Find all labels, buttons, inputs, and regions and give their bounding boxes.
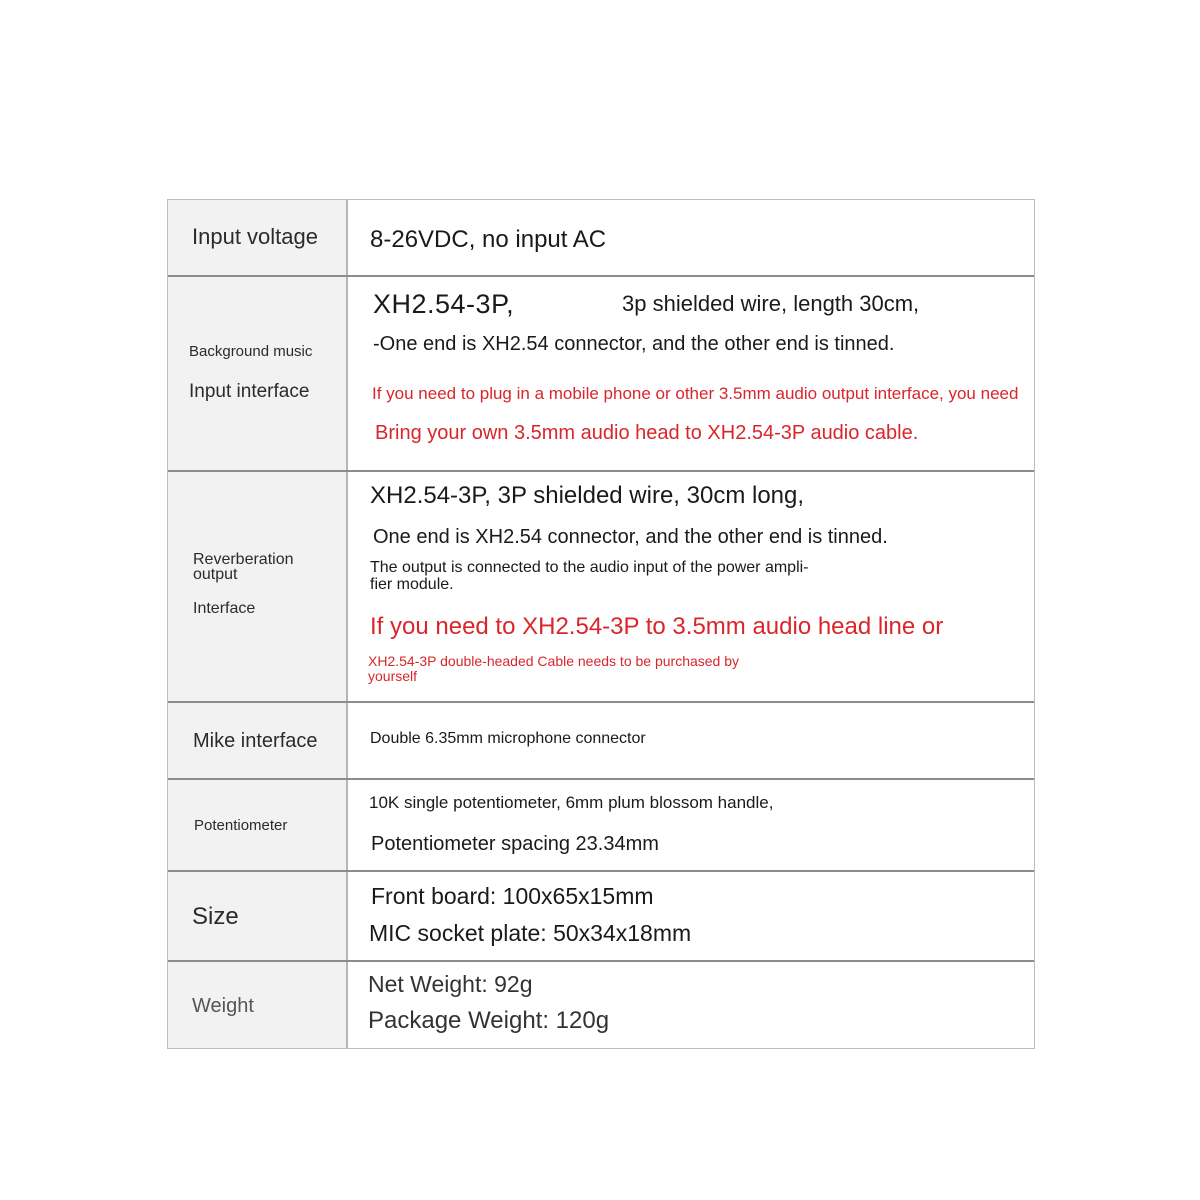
note-bring-own-cable: Bring your own 3.5mm audio head to XH2.54-3P audio cable.: [375, 422, 919, 444]
output-connection-line2: fier module.: [370, 576, 454, 593]
front-board-size: Front board: 100x65x15mm: [371, 883, 654, 909]
spec-row-size: [168, 870, 1034, 960]
label-cell: [168, 703, 348, 778]
mike-interface-value: Double 6.35mm microphone connector: [370, 730, 646, 747]
wire-ends: One end is XH2.54 connector, and the other end is tinned.: [373, 526, 888, 548]
label-output: output: [193, 566, 238, 583]
value-cell: [348, 277, 1034, 470]
spec-row-background-music: [168, 275, 1034, 470]
label-mike-interface: Mike interface: [193, 730, 318, 752]
value-cell: [348, 872, 1034, 960]
label-cell: [168, 200, 348, 275]
spec-row-weight: [168, 960, 1034, 1048]
spec-row-mike-interface: [168, 701, 1034, 778]
label-cell: [168, 872, 348, 960]
potentiometer-type: 10K single potentiometer, 6mm plum blossom handle,: [369, 793, 774, 812]
label-cell: [168, 780, 348, 870]
label-cell: [168, 962, 348, 1048]
note-mobile-phone: If you need to plug in a mobile phone or other 3.5mm audio output interface, you need: [372, 384, 1019, 403]
package-weight: Package Weight: 120g: [368, 1007, 610, 1034]
spec-row-reverberation-output: [168, 470, 1034, 701]
input-voltage-value: 8-26VDC, no input AC: [370, 226, 607, 253]
value-cell: [348, 703, 1034, 778]
net-weight: Net Weight: 92g: [368, 971, 533, 997]
connector-spec: XH2.54-3P, 3P shielded wire, 30cm long,: [370, 482, 805, 509]
wire-spec: 3p shielded wire, length 30cm,: [622, 291, 920, 316]
spec-row-input-voltage: [168, 200, 1034, 275]
label-cell: [168, 277, 348, 470]
label-input-voltage: Input voltage: [192, 224, 318, 249]
label-size: Size: [192, 903, 239, 930]
label-interface: Interface: [193, 600, 256, 617]
wire-ends: -One end is XH2.54 connector, and the other end is tinned.: [373, 333, 895, 355]
output-connection-line1: The output is connected to the audio input of the power ampli-: [370, 559, 809, 576]
value-cell: [348, 472, 1034, 701]
value-cell: [348, 200, 1034, 275]
spec-table: [167, 199, 1035, 1049]
value-cell: [348, 962, 1034, 1048]
value-cell: [348, 780, 1034, 870]
note-purchase-line2: yourself: [368, 668, 418, 684]
label-potentiometer: Potentiometer: [194, 817, 288, 834]
potentiometer-spacing: Potentiometer spacing 23.34mm: [371, 833, 659, 855]
spec-row-potentiometer: [168, 778, 1034, 870]
label-input-interface: Input interface: [189, 381, 310, 402]
mic-socket-plate-size: MIC socket plate: 50x34x18mm: [369, 920, 692, 946]
connector-type: XH2.54-3P,: [373, 289, 515, 319]
label-cell: [168, 472, 348, 701]
label-reverberation: Reverberation: [193, 551, 294, 568]
label-weight: Weight: [192, 995, 254, 1017]
note-purchase-line1: XH2.54-3P double-headed Cable needs to be purchased by: [368, 653, 740, 669]
note-adapter-line: If you need to XH2.54-3P to 3.5mm audio head line or: [370, 613, 944, 640]
label-background-music: Background music: [189, 343, 313, 360]
